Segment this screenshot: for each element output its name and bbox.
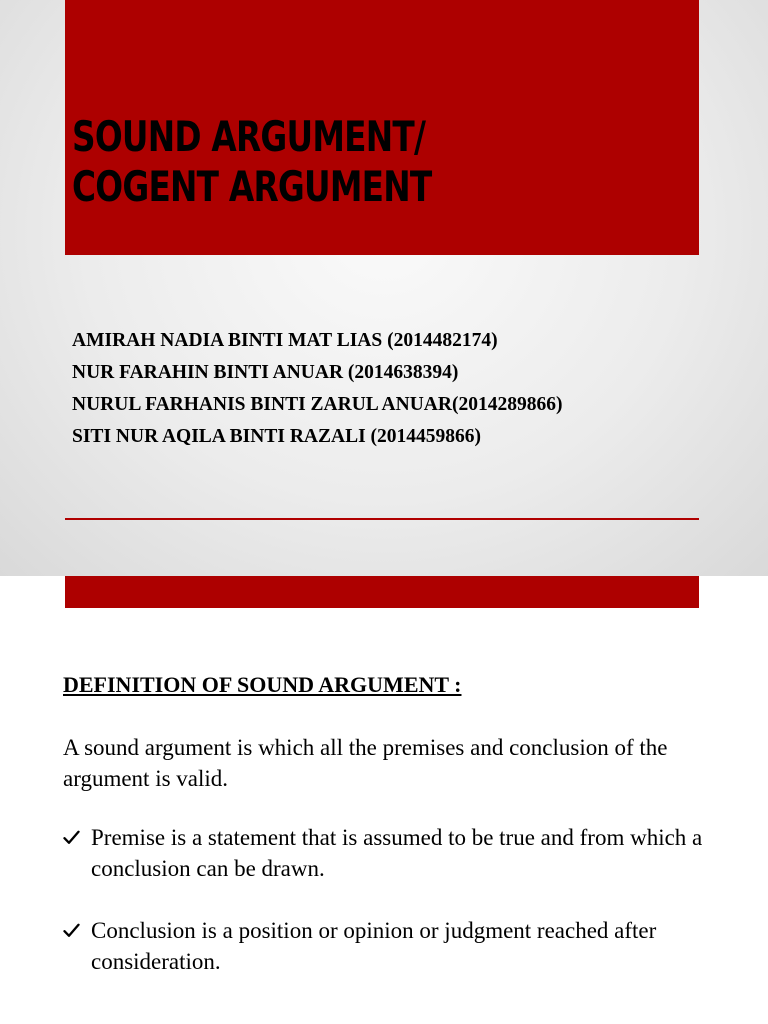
title-line: SOUND ARGUMENT/	[72, 112, 426, 161]
definition-heading: DEFINITION OF SOUND ARGUMENT :	[63, 672, 462, 697]
author-item: SITI NUR AQILA BINTI RAZALI (2014459866)	[72, 426, 482, 447]
author-item: NUR FARAHIN BINTI ANUAR (2014638394)	[72, 362, 459, 383]
check-icon	[63, 822, 91, 853]
author-item: AMIRAH NADIA BINTI MAT LIAS (2014482174)	[72, 330, 498, 351]
list-item	[63, 822, 723, 884]
slide-footer-band	[65, 576, 699, 608]
definition-slide	[0, 608, 768, 1024]
author-list	[72, 325, 562, 453]
definition-paragraph: A sound argument is which all the premises and conclusion of the argument is valid.	[63, 735, 668, 791]
list-item	[63, 915, 723, 977]
slide-title	[72, 112, 540, 212]
bullet-list	[63, 822, 723, 1008]
divider-line	[65, 518, 699, 520]
check-icon	[63, 915, 91, 946]
title-line: COGENT ARGUMENT	[72, 162, 432, 211]
author-item: NURUL FARHANIS BINTI ZARUL ANUAR(2014289866)	[72, 394, 563, 415]
bullet-text: Conclusion is a position or opinion or judgment reached after consideration.	[91, 918, 657, 974]
bullet-text: Premise is a statement that is assumed to be true and from which a conclusion can be drawn.	[91, 825, 703, 881]
